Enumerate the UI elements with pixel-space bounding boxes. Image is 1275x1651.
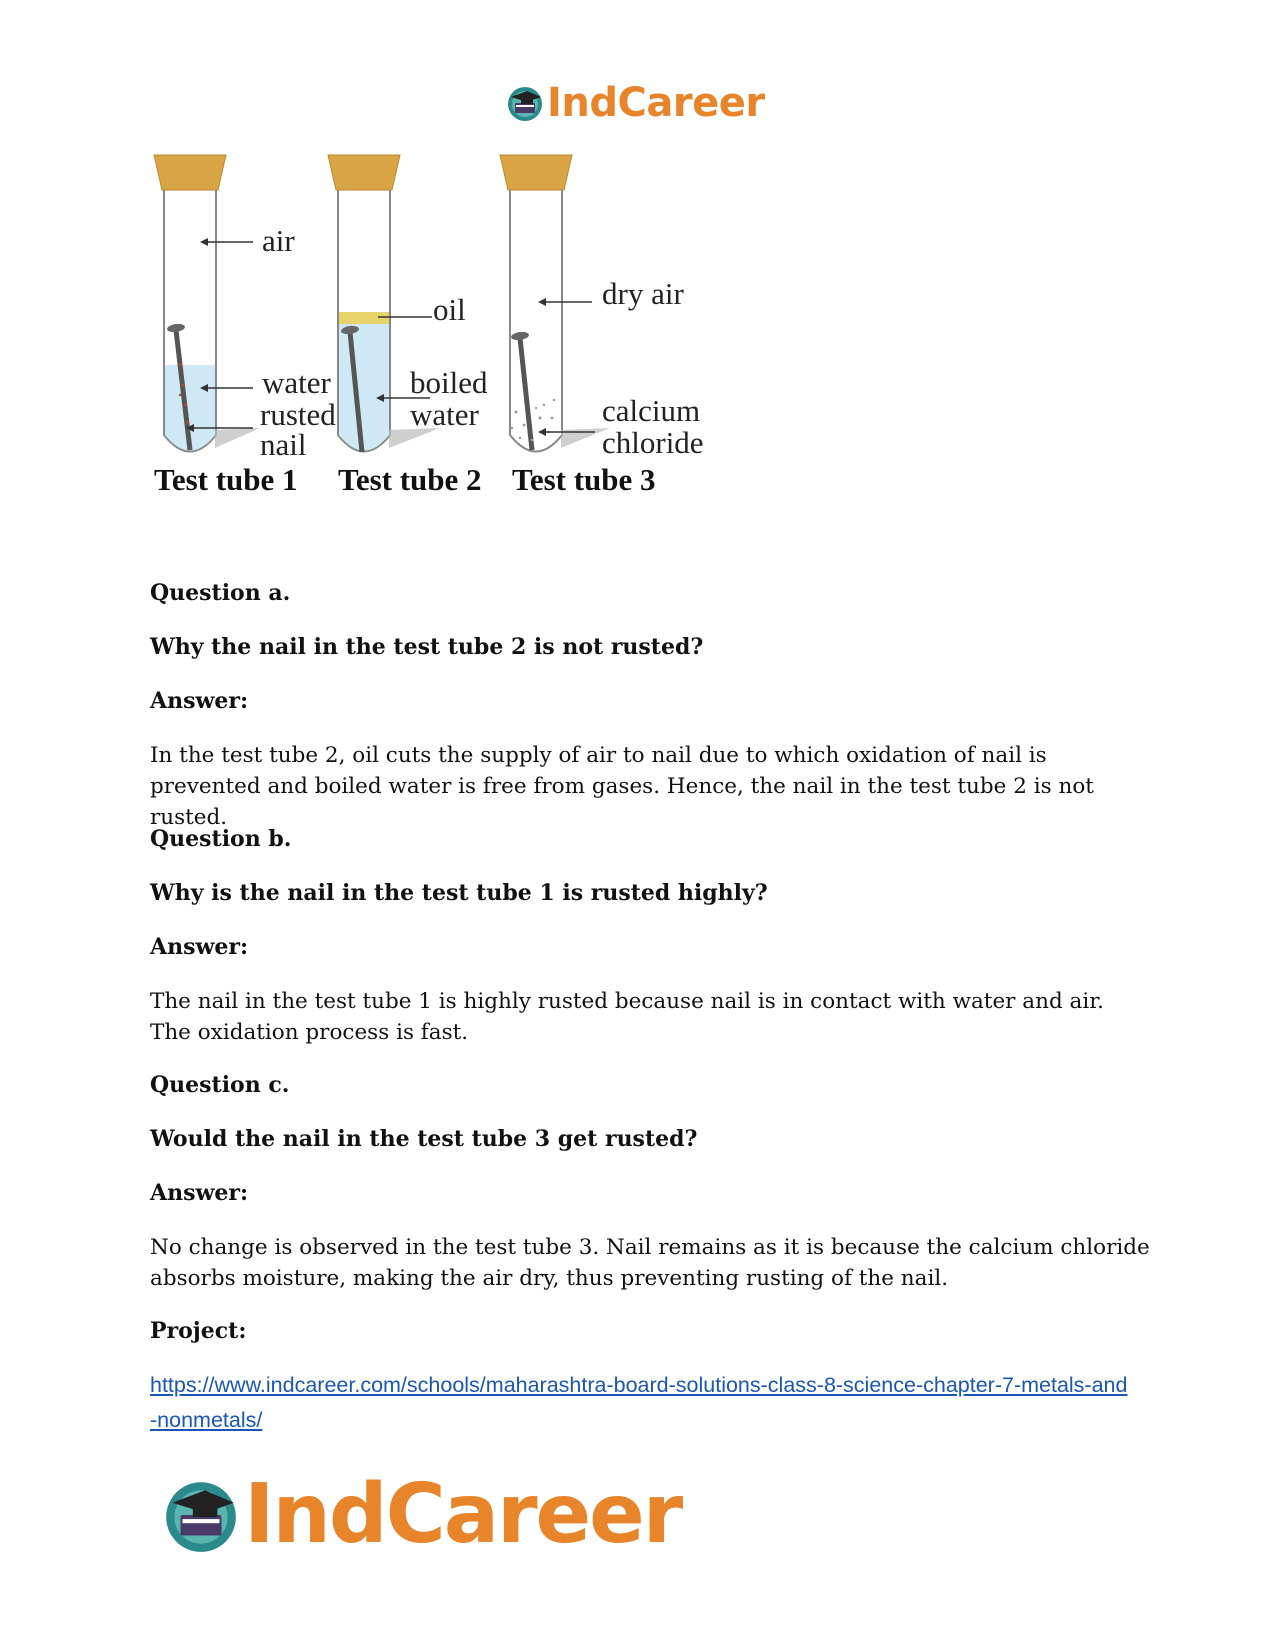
label-water: water bbox=[262, 365, 331, 400]
label-nail: nail bbox=[260, 427, 307, 462]
logo-text: IndCareer bbox=[244, 1467, 682, 1562]
calcium-chloride-granules bbox=[511, 399, 555, 442]
label-dry-air: dry air bbox=[602, 276, 684, 311]
label-oil: oil bbox=[433, 292, 466, 327]
project-link[interactable]: https://www.indcareer.com/schools/maharashtra-board-solutions-class-8-science-chapter-7-metals-and-nonmetals/ bbox=[150, 1373, 1128, 1432]
question-a-text: Why the nail in the test tube 2 is not rusted? bbox=[150, 634, 704, 660]
nail-3 bbox=[520, 338, 532, 450]
question-b-label: Question b. bbox=[150, 826, 292, 852]
logo-text: IndCareer bbox=[547, 80, 765, 126]
answer-a-label: Answer: bbox=[150, 688, 249, 714]
label-air: air bbox=[262, 223, 295, 258]
caption-test-tube-2: Test tube 2 bbox=[338, 462, 482, 497]
test-tube-3 bbox=[500, 155, 610, 452]
answer-b-label: Answer: bbox=[150, 934, 249, 960]
caption-test-tube-3: Test tube 3 bbox=[512, 462, 656, 497]
project-label: Project: bbox=[150, 1318, 247, 1344]
question-b-text: Why is the nail in the test tube 1 is rusted highly? bbox=[150, 880, 768, 906]
label-boiled-water: water bbox=[410, 397, 479, 432]
answer-c-text: No change is observed in the test tube 3. Nail remains as it is because the calcium chloride absorbs moisture, making the air dry, thus preventing rusting of the nail. bbox=[150, 1235, 1150, 1291]
boiled-water bbox=[339, 324, 389, 451]
globe-graduation-cap-icon bbox=[160, 1474, 242, 1556]
answer-b-text: The nail in the test tube 1 is highly rusted because nail is in contact with water and air. The oxidation process is fast. bbox=[150, 989, 1104, 1045]
stopper-3 bbox=[500, 155, 572, 190]
stopper-1 bbox=[154, 155, 226, 190]
label-chloride: chloride bbox=[602, 425, 704, 460]
question-c-text: Would the nail in the test tube 3 get rusted? bbox=[150, 1126, 698, 1152]
test-tube-1 bbox=[154, 155, 260, 452]
oil-layer bbox=[339, 312, 389, 324]
label-boiled: boiled bbox=[410, 365, 488, 400]
footer-logo bbox=[160, 1467, 682, 1562]
question-c-label: Question c. bbox=[150, 1072, 290, 1098]
stopper-2 bbox=[328, 155, 400, 190]
answer-a-text: In the test tube 2, oil cuts the supply of air to nail due to which oxidation of nail is prevented and boiled water is free from gases. Hence, the nail in the test tube 2 is not rusted. bbox=[150, 743, 1094, 830]
answer-c-label: Answer: bbox=[150, 1180, 249, 1206]
label-calcium: calcium bbox=[602, 393, 701, 428]
header-logo bbox=[505, 78, 765, 128]
caption-test-tube-1: Test tube 1 bbox=[154, 462, 298, 497]
test-tube-figure bbox=[140, 150, 780, 530]
globe-graduation-cap-icon bbox=[505, 83, 545, 123]
label-rusted: rusted bbox=[260, 397, 336, 432]
question-a-label: Question a. bbox=[150, 580, 291, 606]
